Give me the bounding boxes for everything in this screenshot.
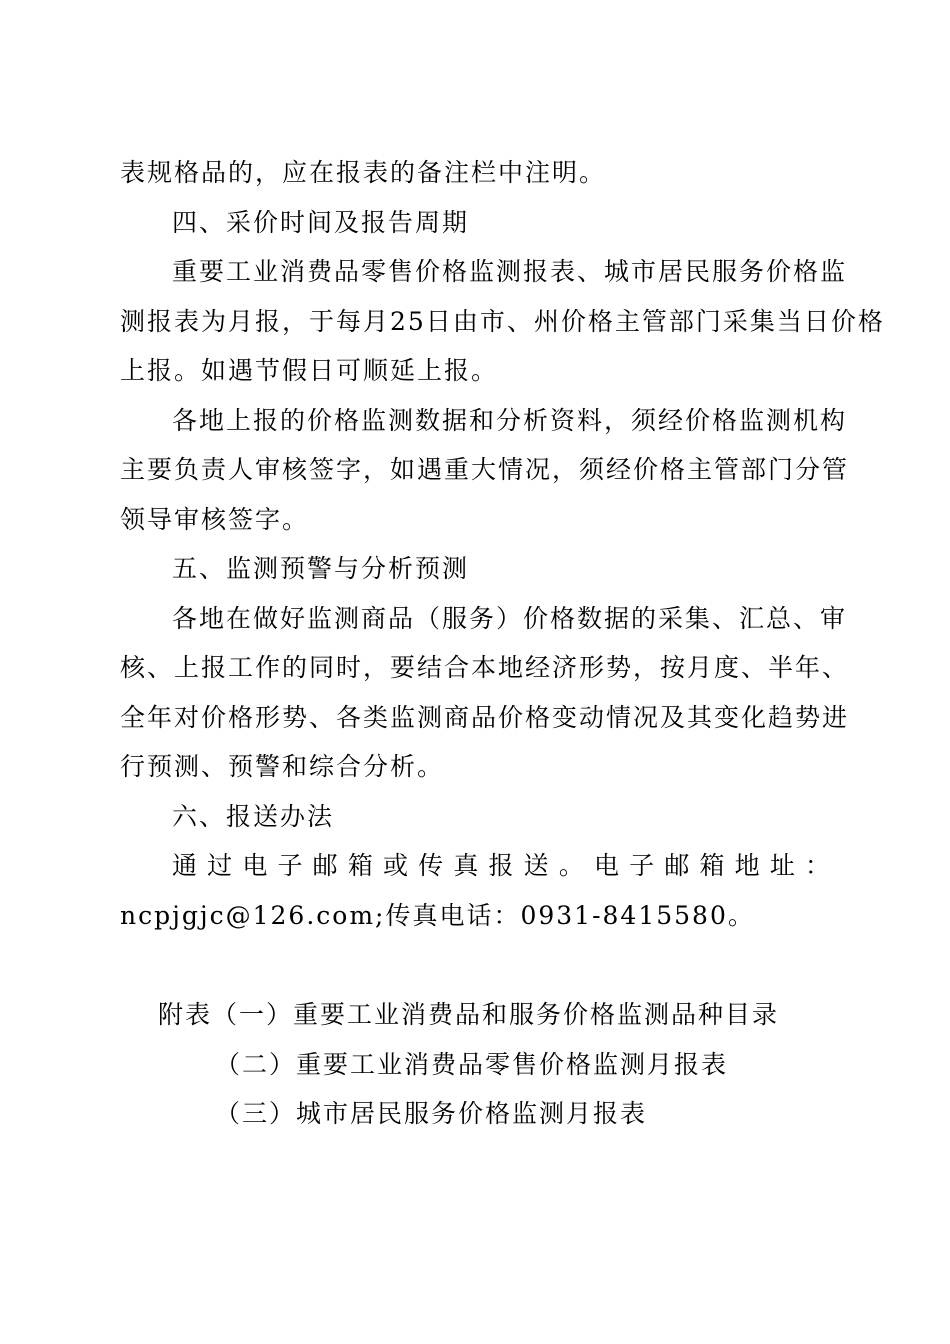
spacer xyxy=(120,940,830,990)
body-line: 测报表为月报，于每月25日由市、州价格主管部门采集当日价格 xyxy=(120,306,885,336)
appendix-item-2: （二）重要工业消费品零售价格监测月报表 xyxy=(215,1049,729,1079)
contact-line: ncpjgjc@126.com;传真电话：0931-8415580。 xyxy=(120,900,755,930)
body-line: 通过电子邮箱或传真报送。电子邮箱地址： xyxy=(172,851,830,880)
appendix-item-1: 附表（一）重要工业消费品和服务价格监测品种目录 xyxy=(158,1000,780,1029)
section-heading-6: 六、报送办法 xyxy=(172,801,335,831)
body-line: 表规格品的，应在报表的备注栏中注明。 xyxy=(120,158,607,187)
appendix-item-3: （三）城市居民服务价格监测月报表 xyxy=(215,1099,648,1128)
body-line: 领导审核签字。 xyxy=(120,504,310,534)
section-heading-5: 五、监测预警与分析预测 xyxy=(172,554,470,583)
body-line: 上报。如遇节假日可顺延上报。 xyxy=(120,356,499,385)
section-heading-4: 四、采价时间及报告周期 xyxy=(172,207,470,237)
document-page xyxy=(120,148,885,1139)
body-line: 各地在做好监测商品（服务）价格数据的采集、汇总、审 xyxy=(172,603,848,633)
body-line: 重要工业消费品零售价格监测报表、城市居民服务价格监 xyxy=(172,257,848,286)
body-line: 核、上报工作的同时，要结合本地经济形势，按月度、半年、 xyxy=(120,653,850,682)
body-line: 主要负责人审核签字，如遇重大情况，须经价格主管部门分管 xyxy=(120,455,850,484)
body-line: 全年对价格形势、各类监测商品价格变动情况及其变化趋势进 xyxy=(120,702,850,732)
body-line: 各地上报的价格监测数据和分析资料，须经价格监测机构 xyxy=(172,405,848,435)
body-line: 行预测、预警和综合分析。 xyxy=(120,752,445,781)
